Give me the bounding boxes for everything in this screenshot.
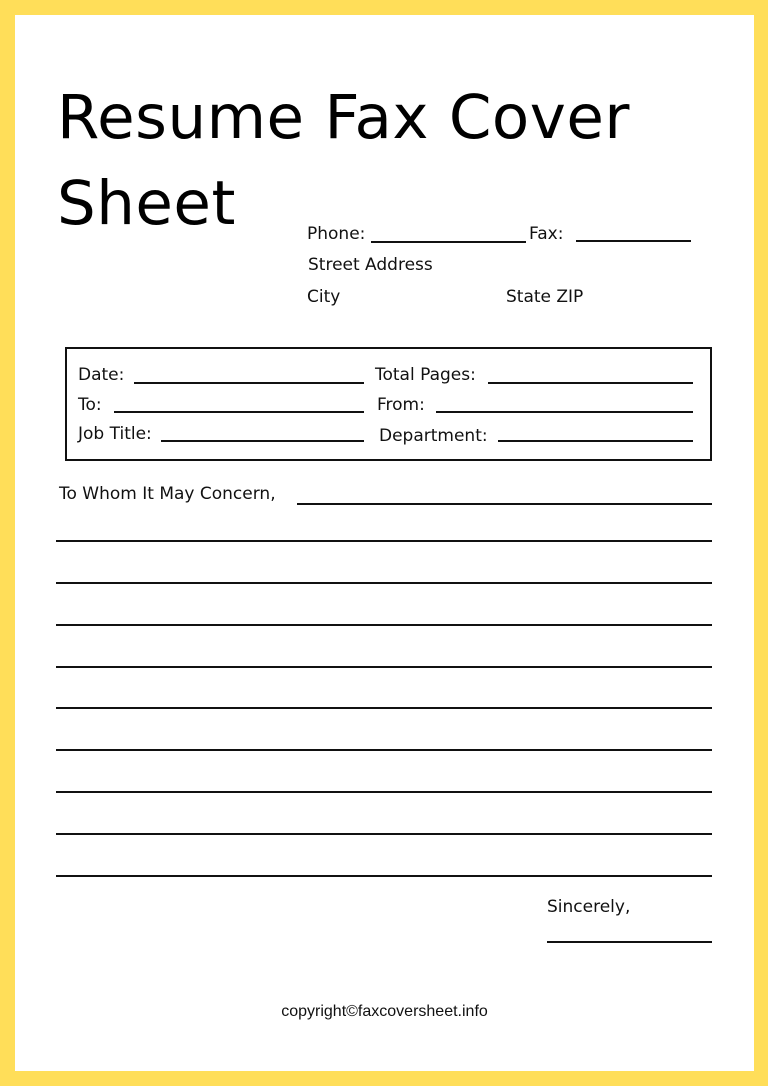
writing-line[interactable] bbox=[56, 624, 712, 626]
phone-label: Phone: bbox=[307, 224, 366, 244]
job-title-label: Job Title: bbox=[78, 424, 152, 444]
page-title: Resume Fax Cover bbox=[57, 82, 630, 153]
to-label: To: bbox=[78, 395, 102, 415]
state-zip-label: State ZIP bbox=[506, 287, 584, 307]
writing-line[interactable] bbox=[56, 582, 712, 584]
writing-line[interactable] bbox=[56, 666, 712, 668]
total-pages-label: Total Pages: bbox=[375, 365, 476, 385]
salutation-line[interactable] bbox=[297, 503, 712, 505]
from-label: From: bbox=[377, 395, 425, 415]
fax-label: Fax: bbox=[529, 224, 564, 244]
job-title-field[interactable] bbox=[161, 440, 364, 442]
writing-line[interactable] bbox=[56, 749, 712, 751]
writing-line[interactable] bbox=[56, 833, 712, 835]
to-field[interactable] bbox=[114, 411, 364, 413]
date-field[interactable] bbox=[134, 382, 364, 384]
closing: Sincerely, bbox=[547, 897, 631, 917]
total-pages-field[interactable] bbox=[488, 382, 693, 384]
copyright-footer: copyright©faxcoversheet.info bbox=[281, 1003, 488, 1020]
writing-line[interactable] bbox=[56, 791, 712, 793]
page-title-line-2: Sheet bbox=[57, 168, 236, 239]
phone-field[interactable] bbox=[371, 241, 526, 243]
salutation: To Whom It May Concern, bbox=[59, 484, 276, 504]
department-label: Department: bbox=[379, 426, 488, 446]
writing-line[interactable] bbox=[56, 875, 712, 877]
signature-line[interactable] bbox=[547, 941, 712, 943]
date-label: Date: bbox=[78, 365, 125, 385]
fax-field[interactable] bbox=[576, 240, 691, 242]
fax-cover-sheet bbox=[15, 15, 754, 1071]
writing-line[interactable] bbox=[56, 540, 712, 542]
city-label: City bbox=[307, 287, 341, 307]
writing-line[interactable] bbox=[56, 707, 712, 709]
street-address-label: Street Address bbox=[308, 255, 433, 275]
department-field[interactable] bbox=[498, 440, 693, 442]
from-field[interactable] bbox=[436, 411, 693, 413]
